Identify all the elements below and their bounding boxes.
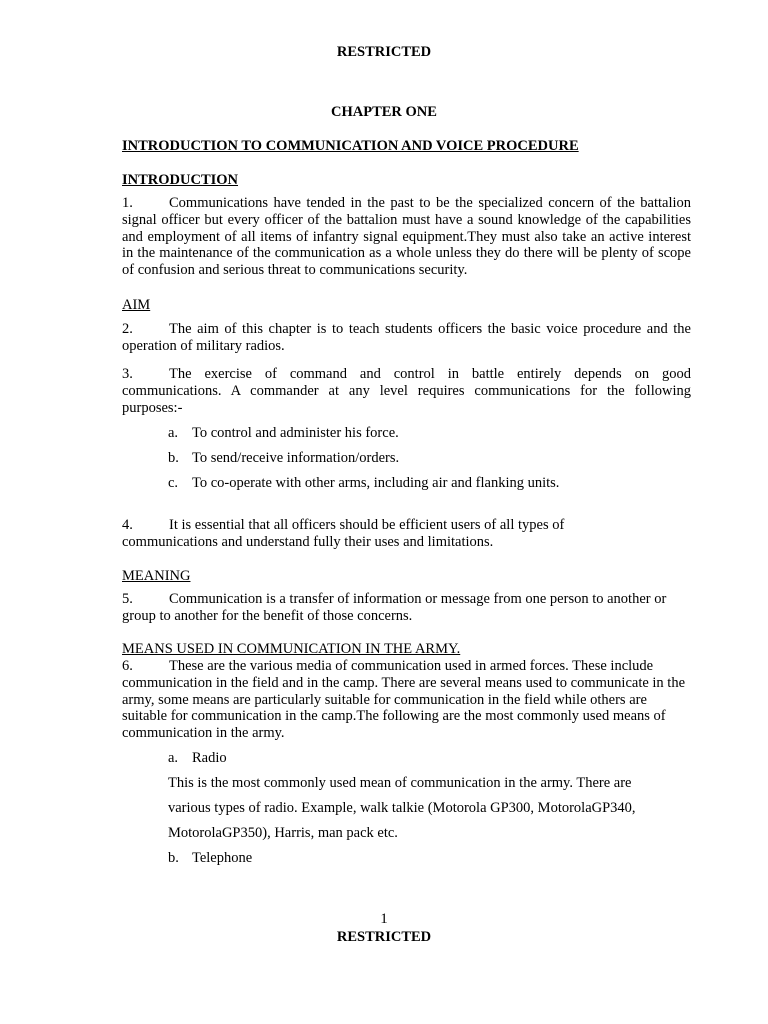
list-text: Radio	[192, 750, 227, 766]
list-letter: a.	[168, 425, 179, 441]
radio-text-line: MotorolaGP350), Harris, man pack etc.	[168, 825, 398, 841]
radio-text-line: This is the most commonly used mean of communication in the army. There are	[168, 775, 632, 791]
paragraph-2	[122, 321, 691, 355]
list-item	[168, 425, 399, 442]
paragraph-text: The aim of this chapter is to teach students officers the basic voice procedure and the operation of military radios.	[122, 321, 691, 354]
paragraph-5	[122, 591, 694, 625]
footer-restricted: RESTRICTED	[336, 929, 432, 945]
list-item-telephone	[168, 850, 252, 867]
paragraph-text: These are the various media of communication used in armed forces. These include communication in the field and in the camp. There are several means used to communicate in the army, some means are particularly suitable for communication in the field while others are suitable for communication in the camp.The following are the most commonly used means of communication in the army.	[122, 658, 686, 742]
list-letter: b.	[168, 850, 179, 866]
list-letter: b.	[168, 450, 179, 466]
paragraph-number: 3.	[122, 366, 133, 382]
header-restricted: RESTRICTED	[336, 44, 432, 60]
list-text: To control and administer his force.	[192, 425, 399, 441]
paragraph-6	[122, 658, 690, 742]
paragraph-3	[122, 366, 691, 416]
paragraph-text: The exercise of command and control in battle entirely depends on good communications. A commander at any level requires communications for the following purposes:-	[122, 366, 691, 416]
paragraph-1	[122, 195, 691, 279]
paragraph-text: Communications have tended in the past to be the specialized concern of the battalion signal officer but every officer of the battalion must have a sound knowledge of the capabilities and employment of all items of infantry signal equipment.They must also take an active interest in the maintenance of the communication as a whole unless they do there will be plenty of scope of confusion and serious threat to communications security.	[122, 195, 691, 279]
paragraph-text: Communication is a transfer of information or message from one person to another or group to another for the benefit of those concerns.	[122, 591, 667, 624]
page-number: 1	[380, 911, 388, 927]
paragraph-number: 2.	[122, 321, 133, 337]
list-text: To send/receive information/orders.	[192, 450, 400, 466]
aim-heading: AIM	[122, 297, 151, 313]
radio-text-line: various types of radio. Example, walk talkie (Motorola GP300, MotorolaGP340,	[168, 800, 636, 816]
list-item-radio	[168, 750, 227, 767]
list-letter: c.	[168, 475, 179, 491]
paragraph-4	[122, 517, 602, 551]
introduction-heading: INTRODUCTION	[122, 172, 239, 188]
main-heading: INTRODUCTION TO COMMUNICATION AND VOICE PROCEDURE	[122, 138, 579, 154]
means-heading: MEANS USED IN COMMUNICATION IN THE ARMY.	[122, 641, 461, 657]
paragraph-number: 6.	[122, 658, 133, 674]
list-text: Telephone	[192, 850, 253, 866]
paragraph-number: 4.	[122, 517, 133, 533]
meaning-heading: MEANING	[122, 568, 191, 584]
paragraph-number: 5.	[122, 591, 133, 607]
list-letter: a.	[168, 750, 179, 766]
list-item	[168, 450, 399, 467]
paragraph-text: It is essential that all officers should be efficient users of all types of communications and understand fully their uses and limitations.	[122, 517, 565, 550]
paragraph-number: 1.	[122, 195, 133, 211]
list-text: To co-operate with other arms, including air and flanking units.	[192, 475, 560, 491]
list-item	[168, 475, 559, 492]
chapter-title: CHAPTER ONE	[331, 104, 437, 120]
